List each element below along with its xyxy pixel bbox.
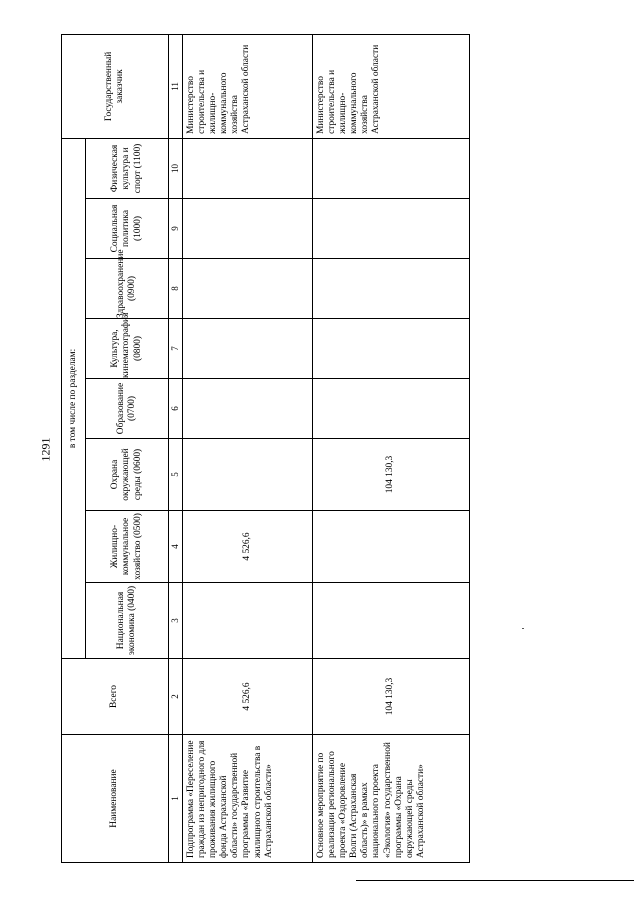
row-customer: Министерство строительства и жилищно-коммунального хозяйства Астраханской области	[183, 34, 313, 138]
column-number-row	[169, 34, 183, 862]
header-section: Культура, кинематография (0800)	[86, 319, 169, 379]
column-number: 10	[169, 138, 183, 198]
header-by-section: в том числе по разделам:	[62, 138, 86, 658]
column-number: 11	[169, 34, 183, 138]
scan-speck	[522, 628, 524, 629]
row-total: 104 130,3	[313, 659, 470, 735]
row-section-value	[183, 319, 313, 379]
row-section-value	[313, 379, 470, 439]
header-section: Охрана окружающей среды (0600)	[86, 439, 169, 511]
row-name: Основное мероприятие по реализации регионального проекта «Оздоровление Волги (Астраханская область)» в рамках национального проекта «Экология» государственной программы «Охрана окружающей среды Астраханской области»	[313, 735, 470, 863]
column-number: 3	[169, 583, 183, 659]
row-section-value	[313, 583, 470, 659]
header-section: Здравоохранение (0900)	[86, 259, 169, 319]
column-number: 1	[169, 735, 183, 863]
header-section: Социальная политика (1000)	[86, 199, 169, 259]
row-total: 4 526,6	[183, 659, 313, 735]
row-section-value	[183, 583, 313, 659]
header-total: Всего	[62, 659, 169, 735]
row-section-value	[183, 379, 313, 439]
header-section: Образование (0700)	[86, 379, 169, 439]
row-section-value	[183, 199, 313, 259]
bottom-rule	[356, 880, 634, 881]
header-section: Физическая культура и спорт (1100)	[86, 138, 169, 198]
column-number: 7	[169, 319, 183, 379]
row-section-value: 104 130,3	[313, 439, 470, 511]
column-number: 5	[169, 439, 183, 511]
row-section-value	[313, 259, 470, 319]
column-number: 6	[169, 379, 183, 439]
row-section-value	[313, 138, 470, 198]
row-section-value: 4 526,6	[183, 511, 313, 583]
table-row	[313, 34, 470, 862]
header-section: Национальная экономика (0400)	[86, 583, 169, 659]
table-row	[183, 34, 313, 862]
column-number: 4	[169, 511, 183, 583]
row-section-value	[313, 511, 470, 583]
budget-table	[61, 34, 470, 863]
row-customer: Министерство строительства и жилищно-коммунального хозяйства Астраханской области	[313, 34, 470, 138]
header-customer: Государственный заказчик	[62, 34, 169, 138]
row-name: Подпрограмма «Переселение граждан из непригодного для проживания жилищного фонда Астраханской области» государственной программы «Развитие жилищного строительства в Астраханской области»	[183, 735, 313, 863]
column-number: 2	[169, 659, 183, 735]
page-number: 1291	[38, 437, 53, 462]
rotated-table-wrapper	[61, 35, 469, 863]
header-section: Жилищно-коммунальное хозяйство (0500)	[86, 511, 169, 583]
row-section-value	[183, 259, 313, 319]
row-section-value	[183, 138, 313, 198]
row-section-value	[183, 439, 313, 511]
header-name: Наименование	[62, 735, 169, 863]
row-section-value	[313, 199, 470, 259]
column-number: 9	[169, 199, 183, 259]
row-section-value	[313, 319, 470, 379]
column-number: 8	[169, 259, 183, 319]
